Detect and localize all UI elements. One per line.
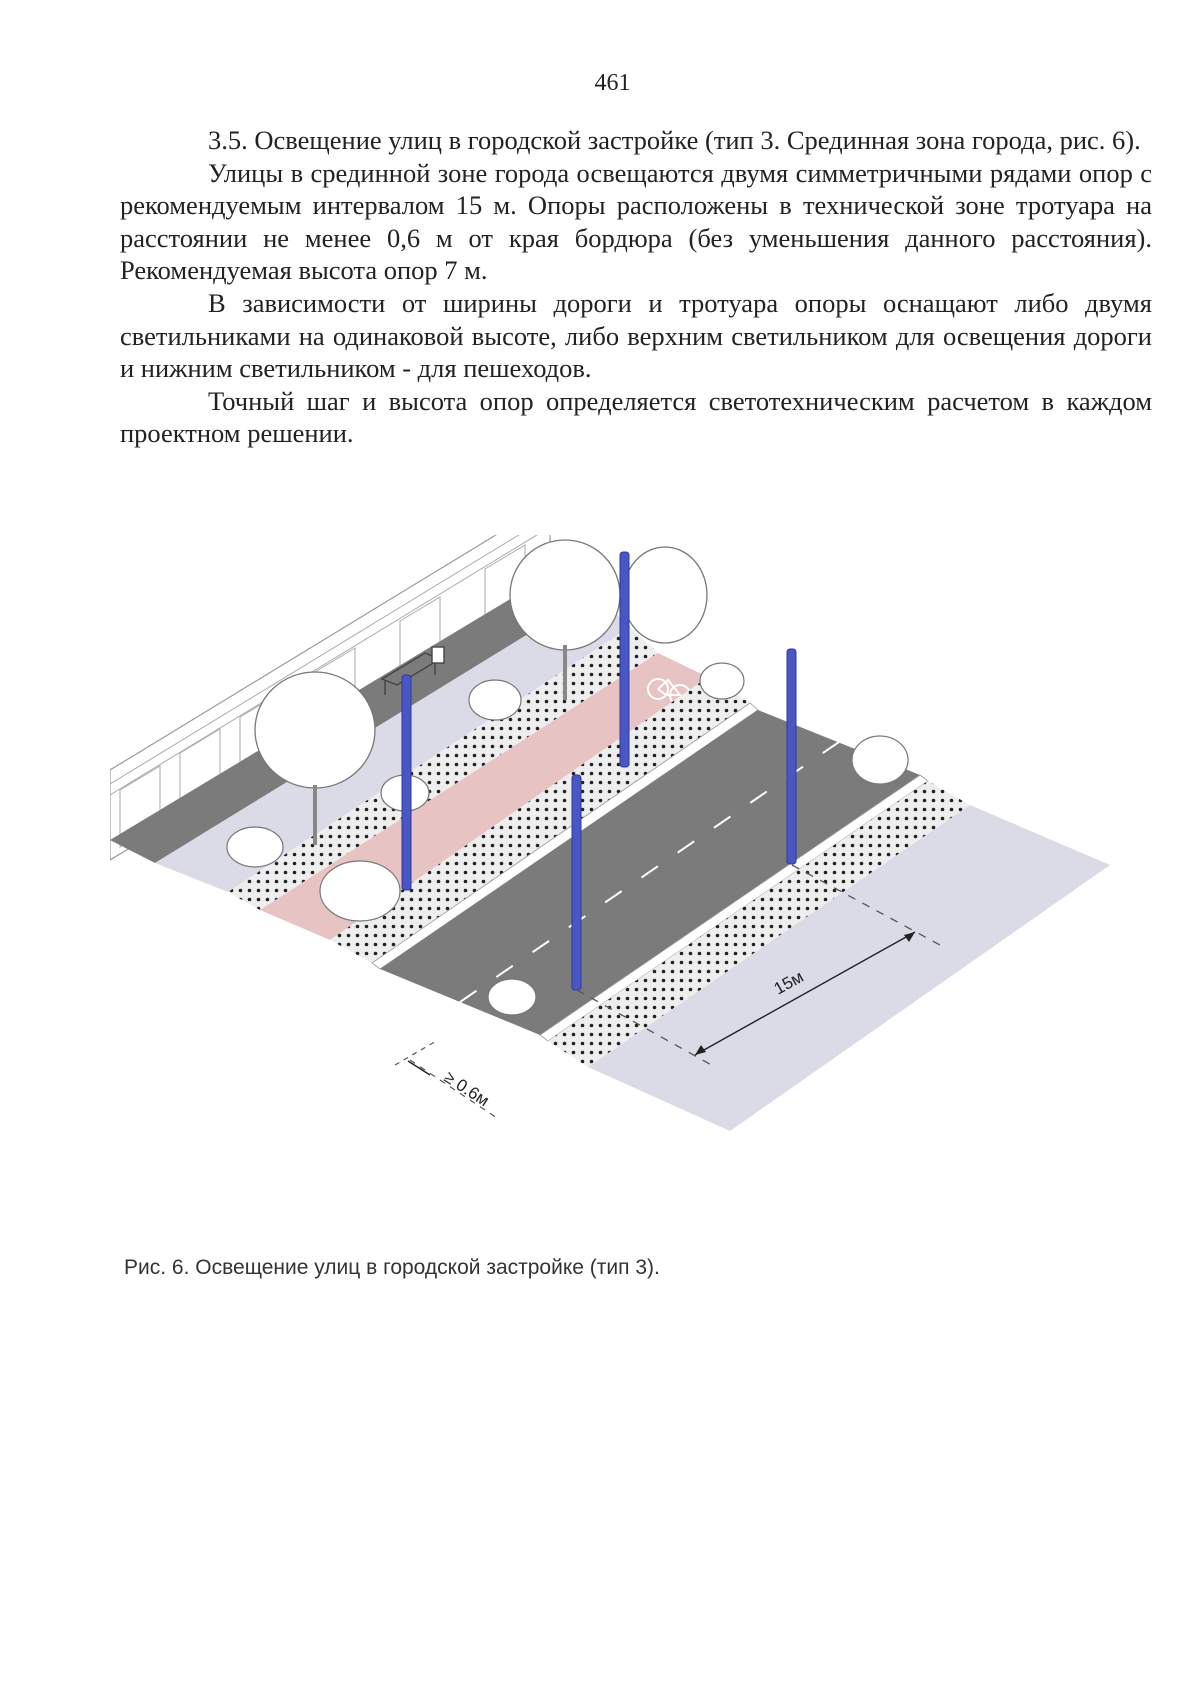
street-lighting-figure: [110, 535, 1150, 1225]
pole-1: [402, 675, 411, 890]
paragraph-pole-spacing: Улицы в срединной зоне города освещаются двумя симметричными рядами опор с рекомендуемым интервалом 15 м. Опоры расположены в технической зоне тротуара на расстоянии не менее 0,6 м от края бордюра (без уменьшения данного расстояния). Рекомендуемая высота опор 7 м.: [120, 157, 1152, 286]
figure-caption: Рис. 6. Освещение улиц в городской застройке (тип 3).: [124, 1256, 660, 1279]
street-isometric-diagram: [110, 535, 1150, 1225]
pole-3: [572, 775, 581, 990]
paragraph-calculation: Точный шаг и высота опор определяется светотехническим расчетом в каждом проектном решении.: [120, 385, 1152, 449]
dimension-spacing-label: 15м: [770, 967, 807, 999]
section-heading: 3.5. Освещение улиц в городской застройке (тип 3. Срединная зона города, рис. 6).: [208, 125, 1141, 155]
dimension-offset-label: ≥ 0.6м: [440, 1067, 493, 1111]
dimension-offset: [395, 1040, 500, 1120]
page-number: 461: [594, 70, 631, 96]
paragraph-luminaires: В зависимости от ширины дороги и тротуара опоры оснащают либо двумя светильниками на одинаковой высоте, либо верхним светильником для освещения дороги и нижним светильником - для пешеходов.: [120, 287, 1152, 384]
pole-2: [620, 552, 629, 767]
pole-4: [787, 649, 796, 864]
body-text: [120, 124, 1152, 450]
